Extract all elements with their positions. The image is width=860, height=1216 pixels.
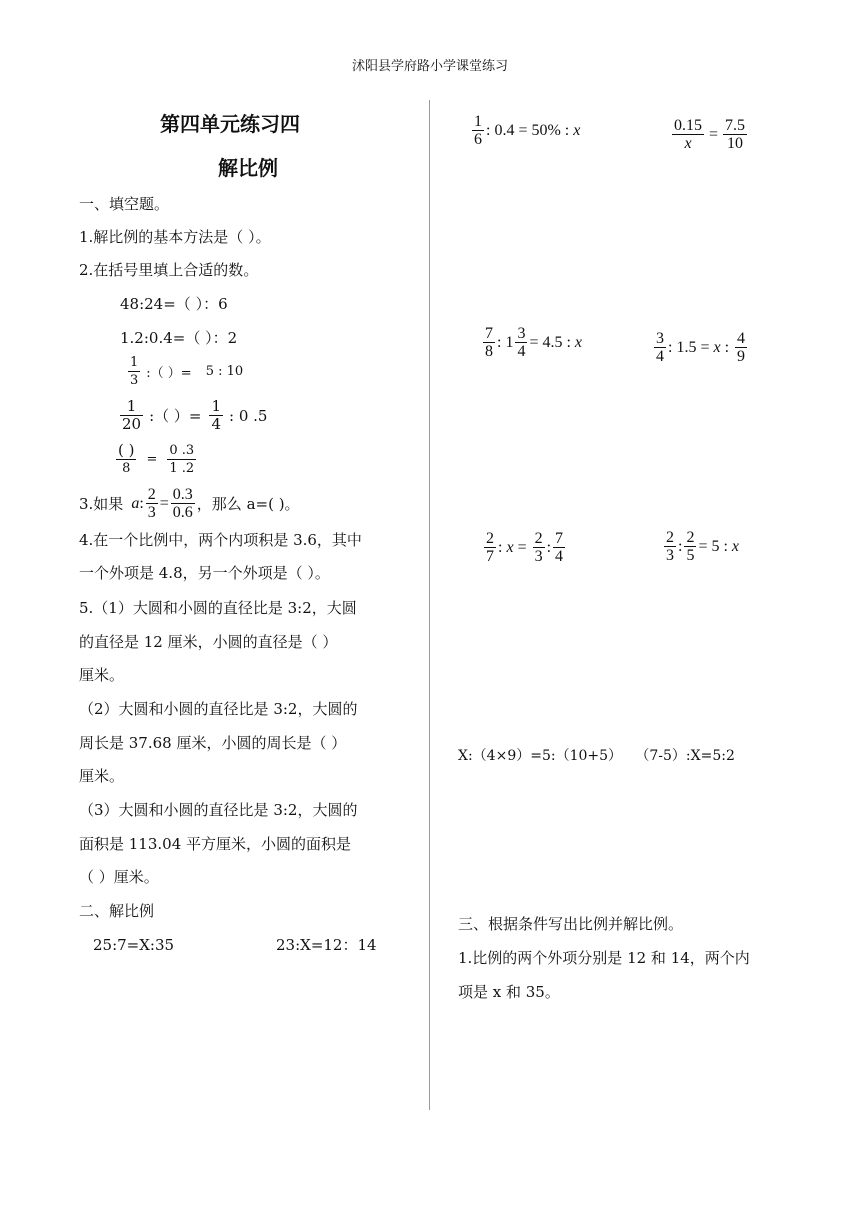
page-title: 第四单元练习四 (160, 112, 300, 136)
question-5-2-line2: 周长是 37.68 厘米，小圆的周长是（ ） (79, 734, 347, 752)
page-subtitle: 解比例 (218, 156, 278, 180)
right-problem-4: $\frac{3}{4}$ : 1.5 = x : $\frac{4}{9}$ (656, 330, 746, 365)
question-5-3-line3: （ ）厘米。 (79, 868, 159, 886)
fraction: $\frac{2}{3}$ (666, 529, 674, 564)
section3-heading: 三、根据条件写出比例并解比例。 (458, 915, 684, 933)
section1-heading: 一、填空题。 (79, 195, 170, 213)
question-5-2-line3: 厘米。 (79, 767, 125, 785)
fraction: $\frac{4}{9}$ (737, 330, 746, 365)
fraction: $\frac{0.3}{0.6}$ (172, 486, 193, 521)
question-5-3-line2: 面积是 113.04 平方厘米，小圆的面积是 (79, 835, 352, 853)
fraction: $\frac{2}{3}$ (534, 530, 543, 565)
fraction: $\frac{7}{8}$ (485, 325, 493, 360)
right-problem-6: $\frac{2}{3}$ : $\frac{2}{5}$ = 5 : x (666, 529, 740, 564)
right-problem-1: $\frac{1}{6}$ : 0.4 = 50% : x (474, 113, 581, 148)
question-1: 1.解比例的基本方法是（ ）。 (79, 228, 271, 246)
fraction: $\frac{7}{4}$ (555, 530, 564, 565)
fraction: $\frac{0 .3}{1 .2}$ (169, 443, 195, 476)
q2-item-c: $\frac{1}{3}$ :（ ）= 5 : 10 (130, 355, 244, 388)
q2-item-d: $\frac{1}{20}$ :（ ）= $\frac{1}{4}$ : 0 .5 (122, 397, 268, 433)
fraction: $\frac{1}{4}$ (211, 397, 222, 433)
right-problem-7: X:（4×9）=5:（10+5） （7-5）:X=5:2 (458, 748, 735, 764)
question-5-line3: 厘米。 (79, 666, 125, 684)
section2-heading: 二、解比例 (79, 902, 155, 920)
fraction: $\frac{2}{3}$ (147, 486, 156, 521)
question-3: 3.如果 a : $\frac{2}{3}$ = $\frac{0.3}{0.6}$ ，那么 a=( )。 (79, 486, 300, 521)
section3-line2: 项是 x 和 35。 (458, 983, 560, 1001)
fraction: $\frac{2}{7}$ (486, 530, 494, 565)
fraction: $\frac{2}{5}$ (686, 529, 695, 564)
fraction: $\frac{1}{3}$ (130, 355, 139, 388)
fraction: $\frac{1}{20}$ (122, 397, 142, 433)
proportion-eq-1: 25:7=X:35 (93, 936, 175, 954)
right-problem-3: $\frac{7}{8}$ : 1 $\frac{3}{4}$ = 4.5 : x (485, 325, 583, 360)
question-5-line1: 5.（1）大圆和小圆的直径比是 3:2，大圆 (79, 599, 357, 617)
q2-item-e: $\frac{( )}{8}$ = $\frac{0 .3}{1 .2}$ (118, 441, 195, 476)
fraction: $\frac{7.5}{10}$ (725, 117, 746, 152)
fraction: $\frac{1}{6}$ (474, 113, 482, 148)
right-problem-2: $\frac{0.15}{x}$ = $\frac{7.5}{10}$ (674, 117, 746, 152)
question-4-line1: 4.在一个比例中，两个内项积是 3.6，其中 (79, 531, 362, 549)
q2-item-a: 48:24=（ ）：6 (120, 295, 228, 313)
proportion-eq-2: 23:X=12：14 (276, 936, 377, 954)
fraction: $\frac{0.15}{x}$ (674, 117, 702, 152)
question-2: 2.在括号里填上合适的数。 (79, 261, 259, 279)
fraction: $\frac{( )}{8}$ (118, 441, 135, 476)
mixed-number: : 1 $\frac{3}{4}$ (497, 325, 526, 360)
right-problem-5: $\frac{2}{7}$ : x = $\frac{2}{3}$ : $\frac{7}{4}$ (486, 530, 564, 565)
q2-item-b: 1.2:0.4=（ ）：2 (120, 329, 238, 347)
column-divider (429, 100, 430, 1110)
question-5-line2: 的直径是 12 厘米，小圆的直径是（ ） (79, 633, 338, 651)
page-header: 沭阳县学府路小学课堂练习 (351, 59, 508, 74)
fraction: $\frac{3}{4}$ (517, 325, 526, 360)
question-5-3-line1: （3）大圆和小圆的直径比是 3:2，大圆的 (79, 801, 358, 819)
question-4-line2: 一个外项是 4.8，另一个外项是（ ）。 (79, 564, 330, 582)
section3-line1: 1.比例的两个外项分别是 12 和 14，两个内 (458, 949, 750, 967)
fraction: $\frac{3}{4}$ (656, 330, 664, 365)
question-5-2-line1: （2）大圆和小圆的直径比是 3:2，大圆的 (79, 700, 358, 718)
